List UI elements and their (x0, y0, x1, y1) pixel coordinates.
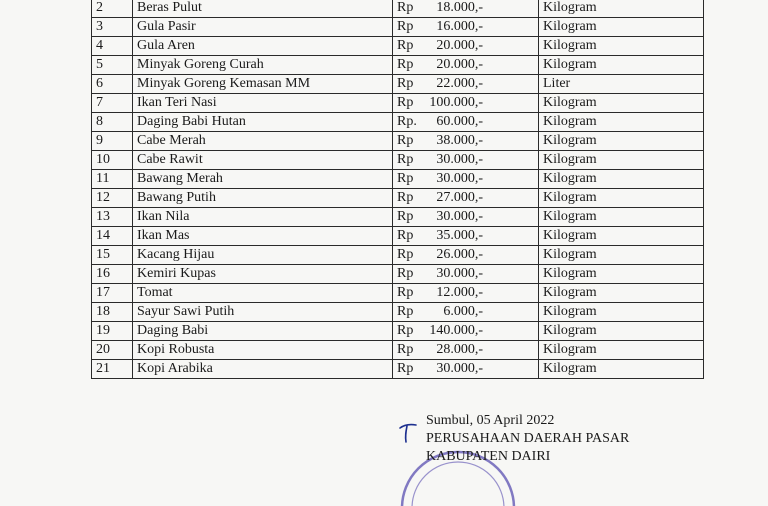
row-number: 2 (92, 0, 133, 18)
price-amount: 38.000,- (436, 133, 483, 148)
row-number: 16 (92, 265, 133, 284)
row-number: 9 (92, 132, 133, 151)
table-row (92, 151, 704, 170)
item-price (393, 37, 539, 56)
table-row (92, 227, 704, 246)
row-number: 12 (92, 189, 133, 208)
price-amount: 30.000,- (436, 152, 483, 167)
item-unit: Kilogram (539, 322, 704, 341)
table-row (92, 322, 704, 341)
price-amount: 12.000,- (436, 285, 483, 300)
item-unit: Kilogram (539, 341, 704, 360)
price-amount: 27.000,- (436, 190, 483, 205)
item-unit: Kilogram (539, 0, 704, 18)
price-currency: Rp (397, 304, 414, 319)
table-row (92, 284, 704, 303)
item-price (393, 18, 539, 37)
price-currency: Rp (397, 0, 414, 15)
item-name: Sayur Sawi Putih (133, 303, 393, 322)
row-number: 5 (92, 56, 133, 75)
item-name: Minyak Goreng Curah (133, 56, 393, 75)
table-row (92, 303, 704, 322)
item-name: Bawang Merah (133, 170, 393, 189)
item-unit: Kilogram (539, 113, 704, 132)
price-amount: 28.000,- (436, 342, 483, 357)
item-unit: Liter (539, 75, 704, 94)
price-amount: 18.000,- (436, 0, 483, 15)
table-row (92, 360, 704, 379)
organization-name: PERUSAHAAN DAERAH PASAR (426, 431, 630, 446)
item-price (393, 341, 539, 360)
item-price (393, 132, 539, 151)
item-price (393, 113, 539, 132)
price-currency: Rp (397, 361, 414, 376)
price-amount: 6.000,- (443, 304, 483, 319)
item-price (393, 246, 539, 265)
item-name: Gula Pasir (133, 18, 393, 37)
row-number: 19 (92, 322, 133, 341)
price-amount: 30.000,- (436, 361, 483, 376)
item-name: Kemiri Kupas (133, 265, 393, 284)
price-amount: 30.000,- (436, 171, 483, 186)
item-name: Cabe Rawit (133, 151, 393, 170)
item-unit: Kilogram (539, 227, 704, 246)
item-name: Tomat (133, 284, 393, 303)
price-currency: Rp (397, 228, 414, 243)
signature-block (426, 412, 629, 466)
row-number: 3 (92, 18, 133, 37)
item-unit: Kilogram (539, 151, 704, 170)
row-number: 10 (92, 151, 133, 170)
table-row (92, 265, 704, 284)
table-row (92, 132, 704, 151)
table-row (92, 246, 704, 265)
price-currency: Rp (397, 266, 414, 281)
row-number: 6 (92, 75, 133, 94)
table-row (92, 0, 704, 18)
item-name: Ikan Mas (133, 227, 393, 246)
row-number: 20 (92, 341, 133, 360)
price-amount: 140.000,- (429, 323, 483, 338)
item-price (393, 227, 539, 246)
item-name: Beras Pulut (133, 0, 393, 18)
price-amount: 20.000,- (436, 38, 483, 53)
row-number: 7 (92, 94, 133, 113)
item-unit: Kilogram (539, 246, 704, 265)
price-amount: 100.000,- (429, 95, 483, 110)
item-name: Ikan Nila (133, 208, 393, 227)
row-number: 14 (92, 227, 133, 246)
item-price (393, 322, 539, 341)
item-price (393, 284, 539, 303)
item-name: Cabe Merah (133, 132, 393, 151)
table-row (92, 94, 704, 113)
item-unit: Kilogram (539, 284, 704, 303)
item-unit: Kilogram (539, 303, 704, 322)
item-price (393, 208, 539, 227)
item-price (393, 189, 539, 208)
item-price (393, 0, 539, 18)
table-row (92, 18, 704, 37)
table-row (92, 189, 704, 208)
item-unit: Kilogram (539, 265, 704, 284)
item-unit: Kilogram (539, 18, 704, 37)
price-amount: 16.000,- (436, 19, 483, 34)
price-currency: Rp (397, 38, 414, 53)
row-number: 11 (92, 170, 133, 189)
table-row (92, 75, 704, 94)
item-unit: Kilogram (539, 94, 704, 113)
table-row (92, 37, 704, 56)
price-amount: 30.000,- (436, 209, 483, 224)
price-currency: Rp (397, 152, 414, 167)
price-amount: 35.000,- (436, 228, 483, 243)
table-row (92, 56, 704, 75)
item-name: Minyak Goreng Kemasan MM (133, 75, 393, 94)
item-unit: Kilogram (539, 56, 704, 75)
item-name: Bawang Putih (133, 189, 393, 208)
row-number: 15 (92, 246, 133, 265)
price-currency: Rp (397, 190, 414, 205)
item-name: Daging Babi (133, 322, 393, 341)
item-unit: Kilogram (539, 208, 704, 227)
item-price (393, 75, 539, 94)
organization-region: KABUPATEN DAIRI (426, 449, 551, 464)
price-amount: 26.000,- (436, 247, 483, 262)
price-amount: 20.000,- (436, 57, 483, 72)
price-amount: 22.000,- (436, 76, 483, 91)
item-unit: Kilogram (539, 189, 704, 208)
table-row (92, 208, 704, 227)
row-number: 18 (92, 303, 133, 322)
place-date: Sumbul, 05 April 2022 (426, 413, 555, 428)
item-unit: Kilogram (539, 37, 704, 56)
item-name: Kopi Robusta (133, 341, 393, 360)
table-row (92, 341, 704, 360)
price-currency: Rp (397, 95, 414, 110)
item-price (393, 360, 539, 379)
item-unit: Kilogram (539, 360, 704, 379)
item-name: Ikan Teri Nasi (133, 94, 393, 113)
row-number: 13 (92, 208, 133, 227)
row-number: 17 (92, 284, 133, 303)
price-table (91, 0, 704, 379)
price-currency: Rp (397, 323, 414, 338)
item-price (393, 56, 539, 75)
price-currency: Rp (397, 342, 414, 357)
price-currency: Rp (397, 285, 414, 300)
row-number: 4 (92, 37, 133, 56)
item-name: Kopi Arabika (133, 360, 393, 379)
price-currency: Rp (397, 57, 414, 72)
item-unit: Kilogram (539, 132, 704, 151)
item-price (393, 303, 539, 322)
item-price (393, 151, 539, 170)
table-row (92, 113, 704, 132)
price-amount: 60.000,- (436, 114, 483, 129)
price-currency: Rp (397, 76, 414, 91)
item-price (393, 170, 539, 189)
item-price (393, 94, 539, 113)
price-currency: Rp (397, 247, 414, 262)
price-table-body (92, 0, 704, 379)
price-currency: Rp (397, 209, 414, 224)
price-currency: Rp. (397, 114, 417, 129)
price-amount: 30.000,- (436, 266, 483, 281)
price-currency: Rp (397, 171, 414, 186)
item-price (393, 265, 539, 284)
pen-stroke-icon (398, 422, 418, 444)
price-currency: Rp (397, 133, 414, 148)
price-currency: Rp (397, 19, 414, 34)
row-number: 8 (92, 113, 133, 132)
item-name: Daging Babi Hutan (133, 113, 393, 132)
table-row (92, 170, 704, 189)
item-unit: Kilogram (539, 170, 704, 189)
item-name: Kacang Hijau (133, 246, 393, 265)
item-name: Gula Aren (133, 37, 393, 56)
row-number: 21 (92, 360, 133, 379)
